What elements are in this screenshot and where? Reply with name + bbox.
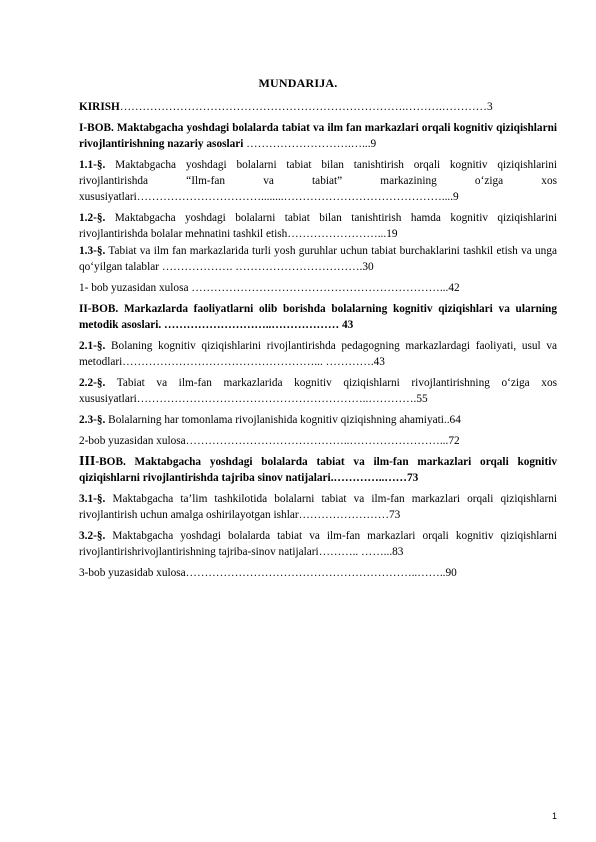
entry-page: 90 [445,567,457,579]
toc-entry-2-1[interactable] [79,338,557,370]
entry-dots: …………..…… [333,472,407,484]
table-of-contents [79,99,557,581]
entry-dots: ……………………………........…………………………………….... [136,191,454,203]
entry-page: 9 [453,191,459,203]
entry-page: 64 [449,414,461,426]
entry-label: 1.2-§. [79,212,106,224]
entry-page: 55 [416,393,428,405]
entry-page: 73 [406,472,419,484]
toc-entry-1-1[interactable] [79,157,557,205]
entry-label: III [79,454,96,469]
entry-label: KIRISH [79,101,120,113]
entry-label-suffix: -BOB. [95,456,126,468]
entry-text: Tabiat va ilm fan markazlarida turli yosh guruhlar uchun tabiat burchaklarini tashkil etish va unga qo‘yilgan talablar ………………. ……………………………. [79,245,557,273]
entry-dots: ……………………………………………………..…….. [185,567,446,579]
entry-text: Bolaning kognitiv qiziqishlarini rivojlantirishda pedagogning markazlardagi faoliyati, usul va metodlari [79,340,557,368]
entry-label: 2.2-§. [79,377,106,389]
entry-dots: ………………………..……………… [161,319,342,331]
entry-text: Bolalarning har tomonlama rivojlanishida kognitiv qiziqishning ahamiyati.. [105,414,450,426]
entry-text: 2-bob yuzasidan xulosa [79,435,186,447]
entry-text: 3-bob yuzasidab xulosa [79,567,186,579]
toc-entry-2-2[interactable] [79,375,557,407]
toc-entry-chapter-2-summary[interactable] [79,433,557,449]
entry-label: 1.3-§. [79,245,106,257]
entry-dots: ……………………….…... [243,138,371,150]
entry-text: Maktabgacha yoshdagi bolalarni tabiat bilan tanishtirish orqali kognitiv qiziqishlarini rivojlantirishda “Ilm-fan va tabiat” markazining o‘ziga xos xususiyatlari [79,159,557,203]
toc-title: MUNDARIJA. [258,76,338,90]
toc-entry-1-2[interactable] [79,210,557,242]
toc-entry-chapter-1[interactable] [79,120,557,152]
entry-page: 43 [341,319,354,331]
entry-dots: …………………… [298,509,389,521]
toc-entry-chapter-3-summary[interactable] [79,565,557,581]
toc-entry-chapter-1-summary[interactable] [79,280,557,296]
entry-text: Maktabgacha yoshdagi bolalarda tabiat va ilm fan markazlari orqali kognitiv qiziqishlarni rivojlantirishning nazariy asoslari [79,122,557,150]
entry-page: 72 [448,435,460,447]
entry-page: 43 [373,356,385,368]
entry-page: 30 [362,261,374,273]
entry-dots: ……………………………………………... …………. [122,356,374,368]
toc-entry-1-3[interactable] [79,243,557,275]
entry-page: 83 [392,546,404,558]
entry-label: II-BOB. [79,303,119,315]
entry-label: 2.1-§. [79,340,106,352]
entry-label: 3.1-§. [79,493,106,505]
entry-page: 19 [386,228,398,240]
entry-label: I-BOB. [79,122,114,134]
entry-text: 1- bob yuzasidan xulosa [79,282,189,294]
entry-page: 3 [486,101,493,113]
entry-page: 42 [448,282,460,294]
entry-page: 9 [370,138,377,150]
entry-dots: ……………………………………..……………………... [185,435,449,447]
entry-label: 1.1-§. [79,159,106,171]
entry-dots: . [389,546,393,558]
entry-text: Maktabgacha yoshdagi bolalarni tabiat bilan tanishtirish hamda kognitiv qiziqishlarini rivojlantirishda bolalar mehnatini tashkil etish [79,212,557,240]
toc-entry-3-2[interactable] [79,528,557,560]
toc-entry-chapter-3[interactable] [79,454,557,486]
entry-label: 2.3-§. [79,414,106,426]
entry-text: Markazlarda faoliyatlarni olib borishda bolalarning kognitiv qiziqishlari va ularning metodik asoslari. [79,303,557,331]
entry-page: 73 [389,509,401,521]
entry-text: Maktabgacha yoshdagi bolalarda tabiat va ilm-fan markazlari orqali kognitiv qiziqishlarni rivojlantirishrivojlantirishning tajriba-sinov natijalari……….. …….. [79,530,557,558]
entry-text: Tabiat va ilm-fan markazlarida kognitiv qiziqishlarni rivojlantirishning o‘ziga xos xususiyatlari [79,377,557,405]
entry-dots: ……………………... [287,228,387,240]
entry-label: 3.2-§. [79,530,106,542]
entry-text: Maktabgacha ta’lim tashkilotida bolalarni tabiat va ilm-fan markazlari orqali qiziqishlarni rivojlantirish uchun amalga oshirilayotgan ishlar [79,493,557,521]
toc-entry-3-1[interactable] [79,491,557,523]
toc-entry-2-3[interactable] [79,412,557,428]
page-number: 1 [551,811,557,821]
entry-dots: …………………………………………………………... [188,282,449,294]
entry-dots: ………………………………………………………………….……….………… [119,101,487,113]
entry-dots: ……………………………………………………..…………. [136,393,417,405]
toc-entry-chapter-2[interactable] [79,301,557,333]
entry-text: Maktabgacha yoshdagi bolalarda tabiat va ilm-fan markazlari orqali kognitiv qiziqishlarni rivojlantirishda tajriba sinov natijalari. [79,456,557,484]
toc-entry-kirish[interactable] [79,99,557,115]
